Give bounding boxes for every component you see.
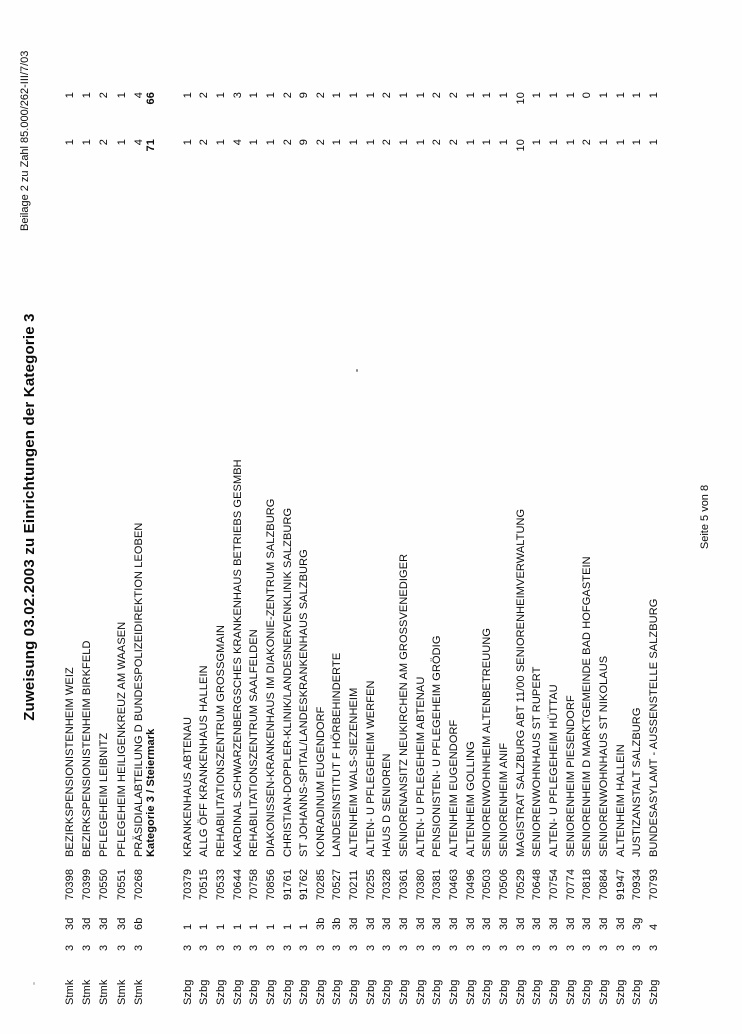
code-cell: 3d	[514, 917, 527, 930]
table-row	[631, 0, 645, 1034]
count-2-cell: 1	[631, 92, 644, 99]
code-cell: 3d	[531, 917, 544, 930]
table-row	[81, 0, 95, 1034]
id-cell: 70463	[448, 868, 461, 900]
category-cell: 3	[81, 944, 94, 951]
table-row	[648, 0, 662, 1034]
count-2-cell: 2	[281, 92, 294, 99]
institution-name-cell: BUNDESASYLAMT - AUSSENSTELLE SALZBURG	[648, 598, 660, 857]
count-1-cell: 1	[364, 139, 377, 146]
table-row	[215, 0, 229, 1034]
category-cell: 3	[398, 944, 411, 951]
table-row	[265, 0, 279, 1034]
id-cell: 70399	[81, 868, 94, 900]
count-2-cell: 1	[364, 92, 377, 99]
table-row	[331, 0, 345, 1034]
count-2-cell: 1	[264, 92, 277, 99]
state-cell: Stmk	[132, 979, 145, 1005]
code-cell: 3d	[115, 917, 128, 930]
count-2-cell: 2	[314, 92, 327, 99]
count-1-cell: 2	[314, 139, 327, 146]
institution-name-cell: BEZIRKSPENSIONISTENHEIM BIRKFELD	[81, 640, 94, 857]
id-cell: 70515	[198, 868, 211, 900]
state-cell: Szbg	[348, 979, 361, 1005]
id-cell: 70211	[348, 869, 361, 900]
table-row	[182, 0, 196, 1034]
count-2-cell: 1	[464, 92, 477, 99]
count-2-cell: 1	[648, 92, 660, 99]
count-1-cell: 2	[431, 139, 444, 146]
id-cell: 70496	[464, 868, 477, 900]
id-cell: 70754	[548, 868, 560, 900]
count-1-cell: 1	[414, 139, 427, 146]
id-cell: 70550	[98, 868, 111, 900]
count-1-cell: 1	[481, 139, 494, 146]
table-row	[415, 0, 429, 1034]
table-row	[282, 0, 296, 1034]
section-total-row	[145, 0, 159, 1034]
code-cell: 3d	[564, 917, 577, 930]
code-cell: 3d	[548, 917, 560, 930]
state-cell: Szbg	[548, 979, 560, 1005]
code-cell: 3d	[81, 917, 94, 930]
state-cell: Szbg	[314, 979, 327, 1005]
state-cell: Szbg	[431, 979, 444, 1005]
id-cell: 91762	[298, 868, 311, 900]
table-row	[465, 0, 479, 1034]
category-cell: 3	[331, 944, 344, 951]
table-row	[481, 0, 495, 1034]
table-row	[615, 0, 629, 1034]
count-2-cell: 2	[448, 92, 461, 99]
institution-name-cell: ALTENHEIM GOLLING	[464, 741, 477, 857]
institution-name-cell: KRANKENHAUS ABTENAU	[181, 716, 194, 857]
count-2-cell: 1	[414, 92, 427, 99]
id-cell: 70644	[231, 868, 244, 900]
code-cell: 3d	[598, 917, 610, 930]
state-cell: Szbg	[331, 979, 344, 1005]
category-cell: 3	[431, 944, 444, 951]
count-2-cell: 9	[298, 92, 311, 99]
code-cell: 3g	[631, 917, 644, 930]
code-cell: 3d	[348, 917, 361, 930]
count-1-cell: 2	[581, 139, 594, 146]
table-row	[565, 0, 579, 1034]
category-cell: 3	[231, 944, 244, 951]
count-1-cell: 1	[248, 139, 261, 146]
id-cell: 70503	[481, 868, 494, 900]
count-2-cell: 1	[348, 92, 361, 99]
scan-speck	[33, 982, 35, 985]
institution-name-cell: SENIORENHEIM ANIF	[498, 742, 510, 857]
category-cell: 3	[631, 944, 644, 951]
institution-name-cell: BEZIRKSPENSIONISTENHEIM WEIZ	[64, 667, 76, 857]
count-1-cell: 2	[281, 139, 294, 146]
count-2-cell: 10	[514, 92, 527, 105]
state-cell: Szbg	[264, 979, 277, 1005]
state-cell: Szbg	[614, 979, 627, 1005]
count-2-cell: 1	[214, 92, 227, 99]
count-1-cell: 1	[464, 139, 477, 146]
count-2-cell: 1	[81, 92, 94, 99]
count-1-cell: 4	[132, 139, 145, 146]
count-1-cell: 2	[448, 139, 461, 146]
state-cell: Szbg	[498, 979, 510, 1005]
code-cell: 1	[214, 923, 227, 930]
count-2-cell: 0	[581, 92, 594, 99]
document-title: Zuweisung 03.02.2003 zu Einrichtungen der Kategorie 3	[21, 313, 38, 721]
code-cell: 1	[248, 923, 261, 930]
code-cell: 3d	[98, 917, 111, 930]
id-cell: 70398	[64, 868, 76, 900]
id-cell: 91947	[614, 868, 627, 900]
count-2-cell: 2	[198, 92, 211, 99]
state-cell: Szbg	[564, 979, 577, 1005]
code-cell: 1	[181, 923, 194, 930]
institution-name-cell: ST JOHANNS-SPITAL/LANDESKRANKENHAUS SALZBURG	[298, 549, 311, 857]
code-cell: 3d	[398, 917, 411, 930]
code-cell: 3b	[331, 917, 344, 930]
state-cell: Stmk	[115, 979, 128, 1005]
category-cell: 3	[281, 944, 294, 951]
count-2-cell: 1	[331, 92, 344, 99]
section-total-count-2: 66	[145, 92, 157, 105]
id-cell: 70529	[514, 868, 527, 900]
code-cell: 6b	[132, 917, 145, 930]
count-1-cell: 1	[598, 139, 610, 146]
attachment-reference: Beilage 2 zu Zahl 85.000/262-III/7/03	[19, 50, 31, 231]
code-cell: 1	[264, 923, 277, 930]
category-cell: 3	[598, 944, 610, 951]
category-cell: 3	[514, 944, 527, 951]
table-row	[298, 0, 312, 1034]
state-cell: Szbg	[481, 979, 494, 1005]
id-cell: 70758	[248, 868, 261, 900]
category-cell: 3	[381, 944, 394, 951]
category-cell: 3	[614, 944, 627, 951]
count-2-cell: 1	[598, 92, 610, 99]
institution-name-cell: ALLG ÖFF KRANKENHAUS HALLEIN	[198, 665, 211, 857]
state-cell: Stmk	[64, 979, 76, 1005]
id-cell: 70328	[381, 868, 394, 900]
count-2-cell: 1	[548, 92, 560, 99]
state-cell: Szbg	[248, 979, 261, 1005]
institution-name-cell: CHRISTIAN-DOPPLER-KLINIK/LANDESNERVENKLINIK SALZBURG	[281, 507, 294, 857]
count-2-cell: 1	[64, 92, 76, 99]
table-row	[64, 0, 78, 1034]
institution-name-cell: JUSTIZANSTALT SALZBURG	[631, 707, 644, 857]
category-cell: 3	[564, 944, 577, 951]
institution-name-cell: REHABILITATIONSZENTRUM GROSSGMAIN	[214, 624, 227, 857]
state-cell: Szbg	[231, 979, 244, 1005]
code-cell: 4	[648, 923, 660, 930]
code-cell: 3d	[498, 917, 510, 930]
institution-name-cell: ALTENHEIM WALS-SIEZENHEIM	[348, 687, 361, 857]
institution-name-cell: SENIORENHEIM PIESENDORF	[564, 695, 577, 857]
count-1-cell: 1	[631, 139, 644, 146]
table-row	[431, 0, 445, 1034]
category-cell: 3	[298, 944, 311, 951]
category-cell: 3	[481, 944, 494, 951]
count-1-cell: 1	[614, 139, 627, 146]
id-cell: 91761	[281, 868, 294, 900]
code-cell: 3d	[431, 917, 444, 930]
count-2-cell: 3	[231, 92, 244, 99]
id-cell: 70381	[431, 868, 444, 900]
table-row	[548, 0, 562, 1034]
category-cell: 3	[498, 944, 510, 951]
state-cell: Szbg	[398, 979, 411, 1005]
state-cell: Szbg	[414, 979, 427, 1005]
state-cell: Szbg	[298, 979, 311, 1005]
category-cell: 3	[264, 944, 277, 951]
count-2-cell: 2	[381, 92, 394, 99]
category-cell: 3	[115, 944, 128, 951]
count-2-cell: 2	[98, 92, 111, 99]
count-2-cell: 1	[248, 92, 261, 99]
institution-name-cell: PENSIONISTEN- U PFLEGEHEIM GRÖDIG	[431, 635, 444, 857]
count-2-cell: 1	[398, 92, 411, 99]
section-total-count-1: 71	[145, 139, 157, 152]
count-1-cell: 10	[514, 139, 527, 152]
institution-name-cell: SENIORENANSITZ NEUKIRCHEN AM GROSSVENEDIGER	[398, 553, 411, 857]
table-row	[531, 0, 545, 1034]
institution-name-cell: ALTEN- U PFLEGEHEIM WERFEN	[364, 680, 377, 857]
state-cell: Szbg	[631, 979, 644, 1005]
count-1-cell: 2	[198, 139, 211, 146]
count-1-cell: 1	[398, 139, 411, 146]
category-cell: 3	[414, 944, 427, 951]
institution-name-cell: SENIORENWOHNHAUS ST NIKOLAUS	[598, 655, 610, 857]
table-row	[448, 0, 462, 1034]
table-row	[98, 0, 112, 1034]
state-cell: Szbg	[281, 979, 294, 1005]
code-cell: 3d	[414, 917, 427, 930]
table-row	[315, 0, 329, 1034]
id-cell: 70551	[115, 868, 128, 900]
institution-name-cell: SENIORENWOHNHEIM ALTENBETREUUNG	[481, 627, 494, 857]
category-cell: 3	[132, 944, 145, 951]
count-2-cell: 2	[431, 92, 444, 99]
table-row	[116, 0, 130, 1034]
institution-name-cell: KARDINAL SCHWARZENBERGSCHES KRANKENHAUS BETRIEBS GESMBH	[231, 459, 244, 857]
category-cell: 3	[98, 944, 111, 951]
count-1-cell: 9	[298, 139, 311, 146]
count-1-cell: 1	[564, 139, 577, 146]
count-1-cell: 1	[648, 139, 660, 146]
table-row	[398, 0, 412, 1034]
id-cell: 70884	[598, 868, 610, 900]
table-row	[581, 0, 595, 1034]
id-cell: 70648	[531, 868, 544, 900]
scan-speck	[356, 369, 358, 372]
state-cell: Szbg	[581, 979, 594, 1005]
institution-name-cell: MAGISTRAT SALZBURG ABT 11/00 SENIORENHEIMVERWALTUNG	[514, 508, 527, 857]
institution-name-cell: ALTEN- U PFLEGEHEIM HÜTTAU	[548, 684, 560, 857]
count-2-cell: 1	[498, 92, 510, 99]
count-1-cell: 1	[181, 139, 194, 146]
id-cell: 70934	[631, 868, 644, 900]
code-cell: 3b	[314, 917, 327, 930]
table-row	[248, 0, 262, 1034]
code-cell: 3d	[614, 917, 627, 930]
category-cell: 3	[64, 944, 76, 951]
count-1-cell: 1	[81, 139, 94, 146]
code-cell: 1	[281, 923, 294, 930]
state-cell: Stmk	[81, 979, 94, 1005]
page-number: Seite 5 von 8	[699, 484, 711, 550]
id-cell: 70774	[564, 868, 577, 900]
category-cell: 3	[314, 944, 327, 951]
table-row	[381, 0, 395, 1034]
code-cell: 3d	[64, 917, 76, 930]
count-1-cell: 1	[548, 139, 560, 146]
category-cell: 3	[464, 944, 477, 951]
state-cell: Szbg	[198, 979, 211, 1005]
category-cell: 3	[448, 944, 461, 951]
id-cell: 70818	[581, 868, 594, 900]
table-row	[515, 0, 529, 1034]
count-2-cell: 1	[181, 92, 194, 99]
state-cell: Szbg	[448, 979, 461, 1005]
table-row	[348, 0, 362, 1034]
institution-name-cell: SENIORENWOHNHAUS ST RUPERT	[531, 666, 544, 857]
count-1-cell: 1	[264, 139, 277, 146]
count-2-cell: 1	[614, 92, 627, 99]
count-1-cell: 1	[115, 139, 128, 146]
count-2-cell: 1	[115, 92, 128, 99]
table-row	[365, 0, 379, 1034]
count-1-cell: 1	[64, 139, 76, 146]
id-cell: 70361	[398, 868, 411, 900]
table-row	[498, 0, 512, 1034]
state-cell: Stmk	[98, 979, 111, 1005]
id-cell: 70506	[498, 868, 510, 900]
count-1-cell: 4	[231, 139, 244, 146]
category-cell: 3	[648, 944, 660, 951]
institution-name-cell: REHABILITATIONSZENTRUM SAALFELDEN	[248, 629, 261, 857]
state-cell: Szbg	[598, 979, 610, 1005]
state-cell: Szbg	[214, 979, 227, 1005]
id-cell: 70527	[331, 868, 344, 900]
category-cell: 3	[531, 944, 544, 951]
category-cell: 3	[364, 944, 377, 951]
code-cell: 1	[198, 923, 211, 930]
state-cell: Szbg	[514, 979, 527, 1005]
id-cell: 70856	[264, 868, 277, 900]
institution-name-cell: PRÄSIDIALABTEILUNG D BUNDESPOLIZEIDIREKTION LEOBEN	[132, 522, 145, 857]
institution-name-cell: ALTENHEIM HALLEIN	[614, 744, 627, 857]
state-cell: Szbg	[364, 979, 377, 1005]
state-cell: Szbg	[464, 979, 477, 1005]
code-cell: 3d	[481, 917, 494, 930]
id-cell: 70285	[314, 868, 327, 900]
institution-name-cell: HAUS D SENIOREN	[381, 753, 394, 857]
category-cell: 3	[214, 944, 227, 951]
category-cell: 3	[248, 944, 261, 951]
count-1-cell: 2	[98, 139, 111, 146]
state-cell: Szbg	[381, 979, 394, 1005]
code-cell: 3d	[464, 917, 477, 930]
state-cell: Szbg	[648, 979, 660, 1005]
code-cell: 1	[231, 923, 244, 930]
institution-name-cell: ALTENHEIM EUGENDORF	[448, 719, 461, 857]
id-cell: 70380	[414, 868, 427, 900]
id-cell: 70379	[181, 868, 194, 900]
count-2-cell: 1	[481, 92, 494, 99]
category-cell: 3	[581, 944, 594, 951]
institution-name-cell: ALTEN- U PFLEGEHEIM ABTENAU	[414, 676, 427, 857]
count-1-cell: 2	[381, 139, 394, 146]
category-cell: 3	[348, 944, 361, 951]
code-cell: 3d	[581, 917, 594, 930]
table-row	[598, 0, 612, 1034]
code-cell: 3d	[364, 917, 377, 930]
institution-name-cell: LANDESINSTITUT F HÖRBEHINDERTE	[331, 652, 344, 857]
table-row	[198, 0, 212, 1034]
state-cell: Szbg	[531, 979, 544, 1005]
institution-name-cell: KONRADINUM EUGENDORF	[314, 706, 327, 857]
category-cell: 3	[548, 944, 560, 951]
id-cell: 70533	[214, 868, 227, 900]
id-cell: 70268	[132, 868, 145, 900]
count-1-cell: 1	[531, 139, 544, 146]
code-cell: 3d	[448, 917, 461, 930]
section-total-label: Kategorie 3 / Steiermark	[145, 728, 157, 857]
count-2-cell: 1	[531, 92, 544, 99]
count-2-cell: 4	[132, 92, 145, 99]
state-cell: Szbg	[181, 979, 194, 1005]
category-cell: 3	[181, 944, 194, 951]
count-1-cell: 1	[498, 139, 510, 146]
count-2-cell: 1	[564, 92, 577, 99]
institution-name-cell: PFLEGEHEIM HEILIGENKREUZ AM WAASEN	[115, 621, 128, 857]
table-row	[232, 0, 246, 1034]
count-1-cell: 1	[214, 139, 227, 146]
count-1-cell: 1	[331, 139, 344, 146]
count-1-cell: 1	[348, 139, 361, 146]
institution-name-cell: SENIORENHEIM D MARKTGEMEINDE BAD HOFGASTEIN	[581, 556, 594, 857]
category-cell: 3	[198, 944, 211, 951]
id-cell: 70793	[648, 868, 660, 900]
institution-name-cell: PFLEGEHEIM LEIBNITZ	[98, 732, 111, 857]
code-cell: 1	[298, 923, 311, 930]
id-cell: 70255	[364, 868, 377, 900]
code-cell: 3d	[381, 917, 394, 930]
institution-name-cell: DIAKONISSEN-KRANKENHAUS IM DIAKONIE-ZENTRUM SALZBURG	[264, 498, 277, 857]
